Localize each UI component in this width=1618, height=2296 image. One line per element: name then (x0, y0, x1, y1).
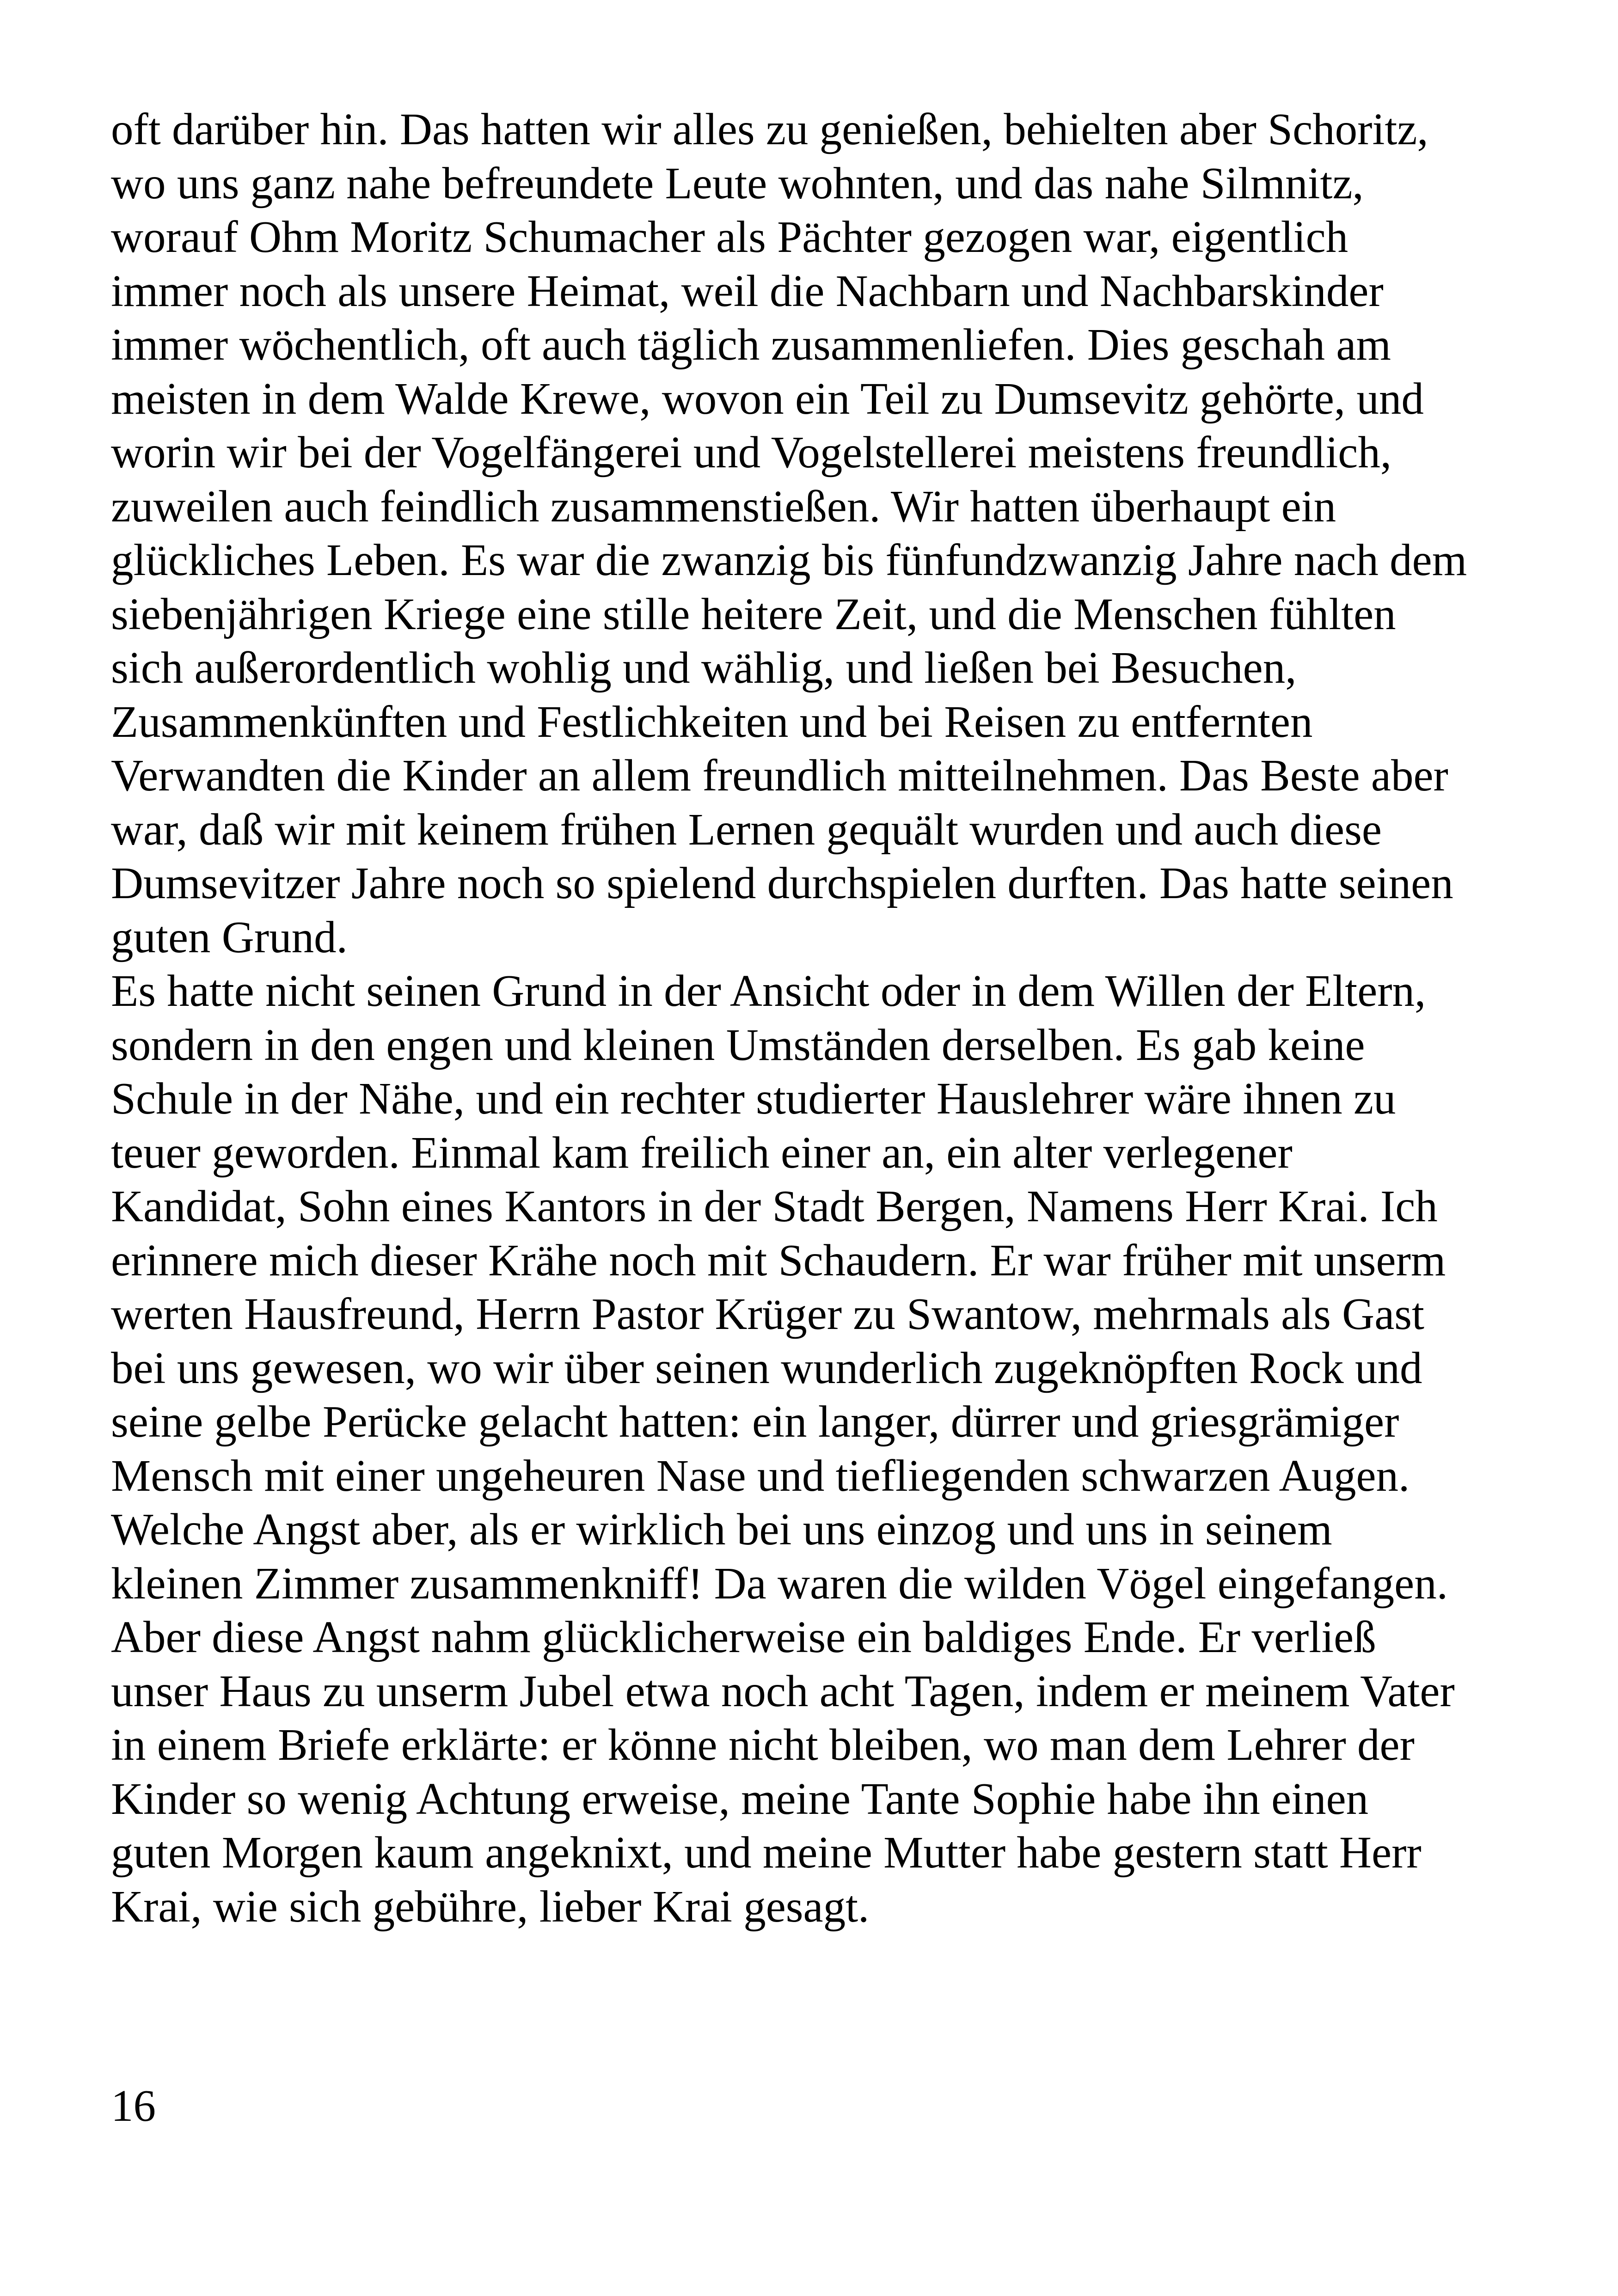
text-line: wo uns ganz nahe befreundete Leute wohnten, und das nahe Silmnitz, (111, 158, 1364, 208)
text-line: Dumsevitzer Jahre noch so spielend durchspielen durften. Das hatte seinen (111, 858, 1453, 908)
text-line: Es hatte nicht seinen Grund in der Ansicht oder in dem Willen der Eltern, (111, 966, 1426, 1016)
text-line: Krai, wie sich gebühre, lieber Krai gesagt. (111, 1881, 870, 1931)
text-line: glückliches Leben. Es war die zwanzig bis fünfundzwanzig Jahre nach dem (111, 535, 1467, 585)
text-line: Kandidat, Sohn eines Kantors in der Stadt Bergen, Namens Herr Krai. Ich (111, 1182, 1438, 1231)
text-line: worauf Ohm Moritz Schumacher als Pächter gezogen war, eigentlich (111, 212, 1348, 262)
text-line: kleinen Zimmer zusammenkniff! Da waren die wilden Vögel eingefangen. (111, 1558, 1448, 1608)
text-line: unser Haus zu unserm Jubel etwa noch acht Tagen, indem er meinem Vater (111, 1666, 1455, 1716)
text-line: werten Hausfreund, Herrn Pastor Krüger zu Swantow, mehrmals als Gast (111, 1289, 1424, 1339)
page-number: 16 (111, 2081, 156, 2131)
text-line: immer noch als unsere Heimat, weil die Nachbarn und Nachbarskinder (111, 266, 1384, 316)
text-line: Kinder so wenig Achtung erweise, meine Tante Sophie habe ihn einen (111, 1774, 1369, 1824)
text-line: siebenjährigen Kriege eine stille heitere Zeit, und die Menschen fühlten (111, 589, 1396, 639)
text-line: sondern in den engen und kleinen Umständen derselben. Es gab keine (111, 1020, 1365, 1070)
text-line: Verwandten die Kinder an allem freundlich mitteilnehmen. Das Beste aber (111, 751, 1448, 800)
text-line: Schule in der Nähe, und ein rechter studierter Hauslehrer wäre ihnen zu (111, 1074, 1396, 1123)
text-line: war, daß wir mit keinem frühen Lernen gequält wurden und auch diese (111, 804, 1382, 854)
text-line: zuweilen auch feindlich zusammenstießen. Wir hatten überhaupt ein (111, 481, 1336, 531)
text-line: erinnere mich dieser Krähe noch mit Schaudern. Er war früher mit unserm (111, 1235, 1446, 1285)
text-line: worin wir bei der Vogelfängerei und Vogelstellerei meistens freundlich, (111, 428, 1392, 477)
text-line: Zusammenkünften und Festlichkeiten und bei Reisen zu entfernten (111, 697, 1313, 747)
text-line: in einem Briefe erklärte: er könne nicht bleiben, wo man dem Lehrer der (111, 1720, 1415, 1769)
text-line: guten Morgen kaum angeknixt, und meine Mutter habe gestern statt Herr (111, 1828, 1422, 1877)
text-line: sich außerordentlich wohlig und wählig, und ließen bei Besuchen, (111, 643, 1297, 692)
text-line: immer wöchentlich, oft auch täglich zusammenliefen. Dies geschah am (111, 320, 1391, 369)
text-line: bei uns gewesen, wo wir über seinen wunderlich zugeknöpften Rock und (111, 1343, 1422, 1393)
text-line: teuer geworden. Einmal kam freilich einer an, ein alter verlegener (111, 1127, 1293, 1177)
text-line: guten Grund. (111, 912, 348, 962)
text-line: Mensch mit einer ungeheuren Nase und tiefliegenden schwarzen Augen. (111, 1451, 1410, 1500)
text-line: meisten in dem Walde Krewe, wovon ein Teil zu Dumsevitz gehörte, und (111, 373, 1424, 423)
text-line: oft darüber hin. Das hatten wir alles zu genießen, behielten aber Schoritz, (111, 104, 1428, 154)
text-line: Aber diese Angst nahm glücklicherweise ein baldiges Ende. Er verließ (111, 1612, 1376, 1662)
text-line: seine gelbe Perücke gelacht hatten: ein langer, dürrer und griesgrämiger (111, 1397, 1399, 1446)
body-text (111, 103, 1567, 1934)
text-line: Welche Angst aber, als er wirklich bei uns einzog und uns in seinem (111, 1505, 1332, 1554)
